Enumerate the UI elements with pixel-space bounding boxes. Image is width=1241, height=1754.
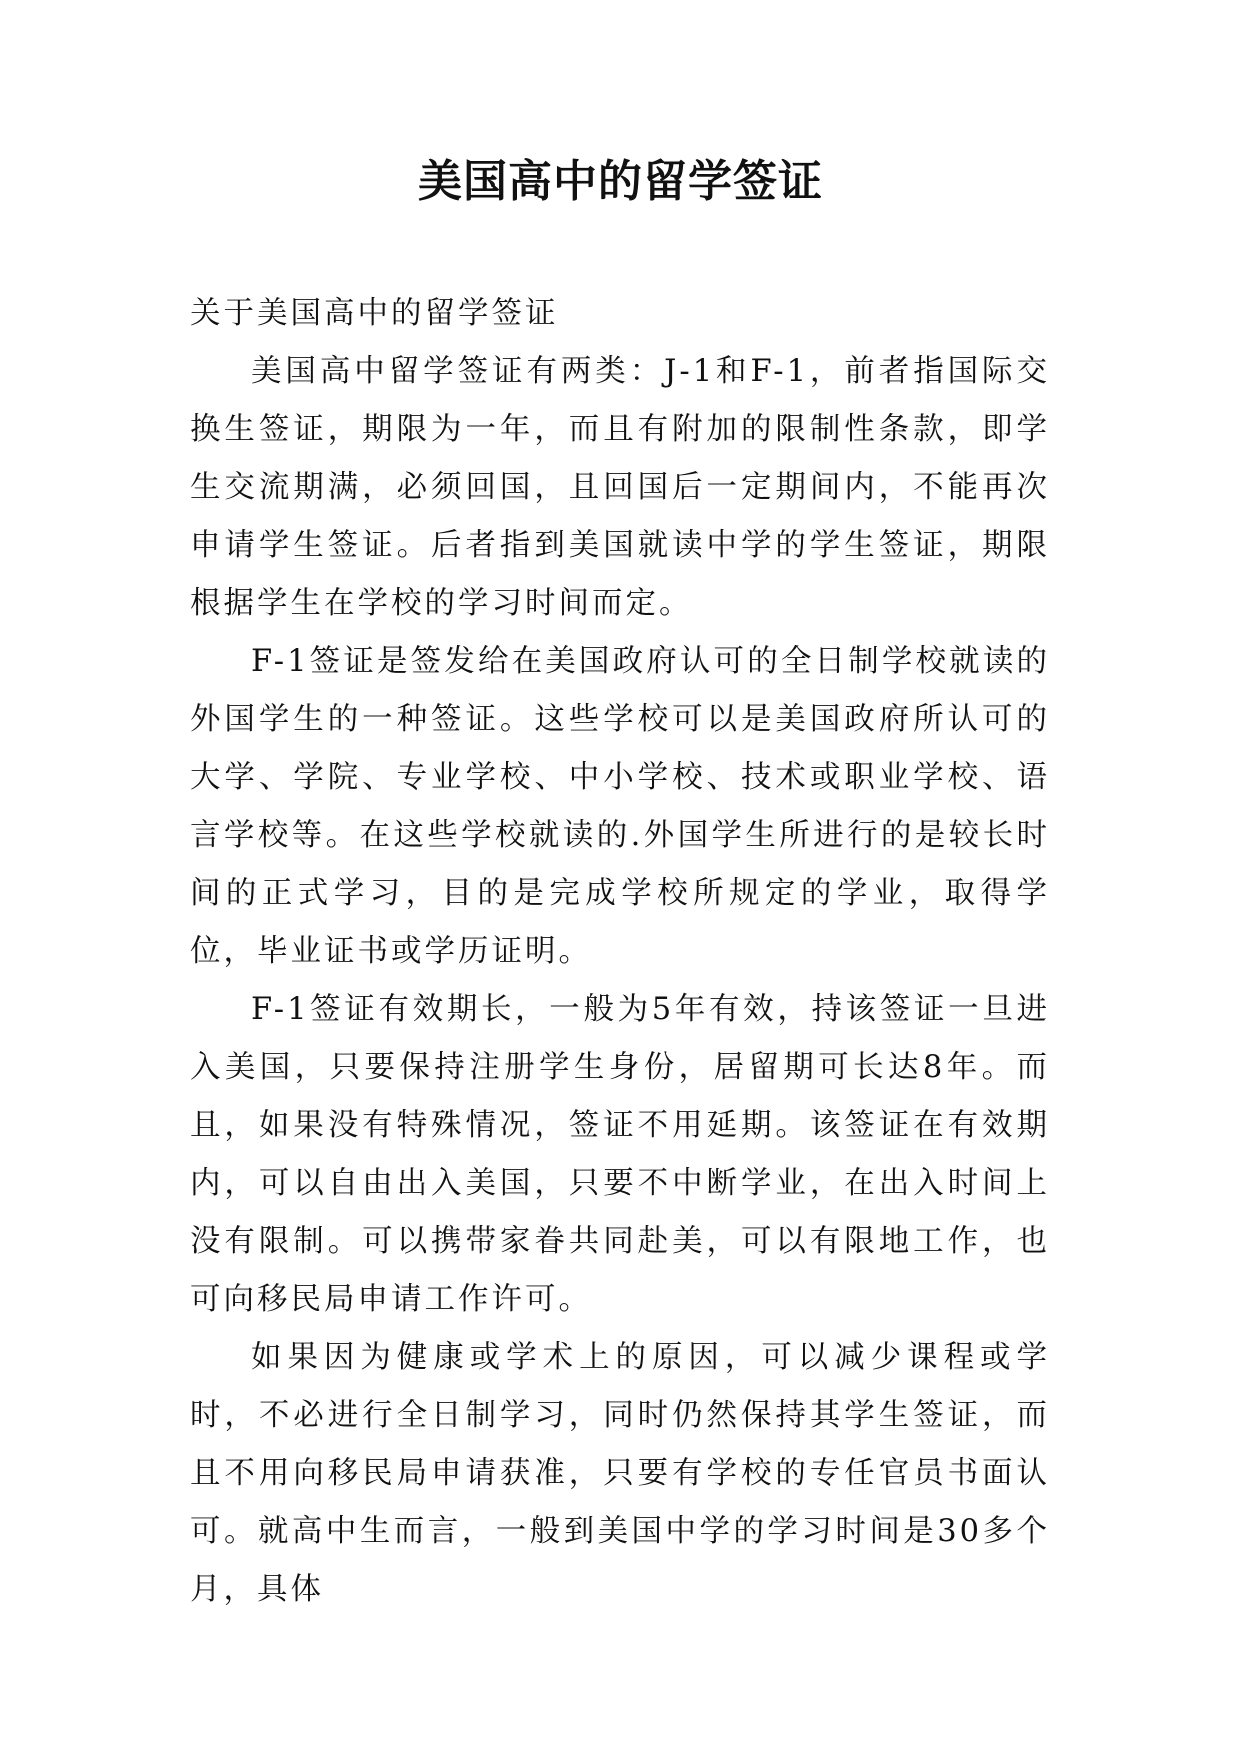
paragraph: F-1签证是签发给在美国政府认可的全日制学校就读的外国学生的一种签证。这些学校可以是美国政府所认可的大学、学院、专业学校、中小学校、技术或职业学校、语言学校等。在这些学校就读的.外国学生所进行的是较长时间的正式学习，目的是完成学校所规定的学业，取得学位，毕业证书或学历证明。 (190, 644, 1050, 969)
paragraph: 美国高中留学签证有两类：J-1和F-1，前者指国际交换生签证，期限为一年，而且有附加的限制性条款，即学生交流期满，必须回国，且回国后一定期间内，不能再次申请学生签证。后者指到美国就读中学的学生签证，期限根据学生在学校的学习时间而定。 (190, 354, 1050, 621)
paragraph: 如果因为健康或学术上的原因，可以减少课程或学时，不必进行全日制学习，同时仍然保持其学生签证，而且不用向移民局申请获准，只要有学校的专任官员书面认可。就高中生而言，一般到美国中学的学习时间是30多个月，具体 (190, 1340, 1050, 1607)
document-title: 美国高中的留学签证 (418, 156, 823, 207)
paragraph: F-1签证有效期长，一般为5年有效，持该签证一旦进入美国，只要保持注册学生身份，居留期可长达8年。而且，如果没有特殊情况，签证不用延期。该签证在有效期内，可以自由出入美国，只要不中断学业，在出入时间上没有限制。可以携带家眷共同赴美，可以有限地工作，也可向移民局申请工作许可。 (190, 992, 1050, 1317)
document-body (190, 285, 1050, 1619)
document-subtitle: 关于美国高中的留学签证 (190, 296, 559, 331)
